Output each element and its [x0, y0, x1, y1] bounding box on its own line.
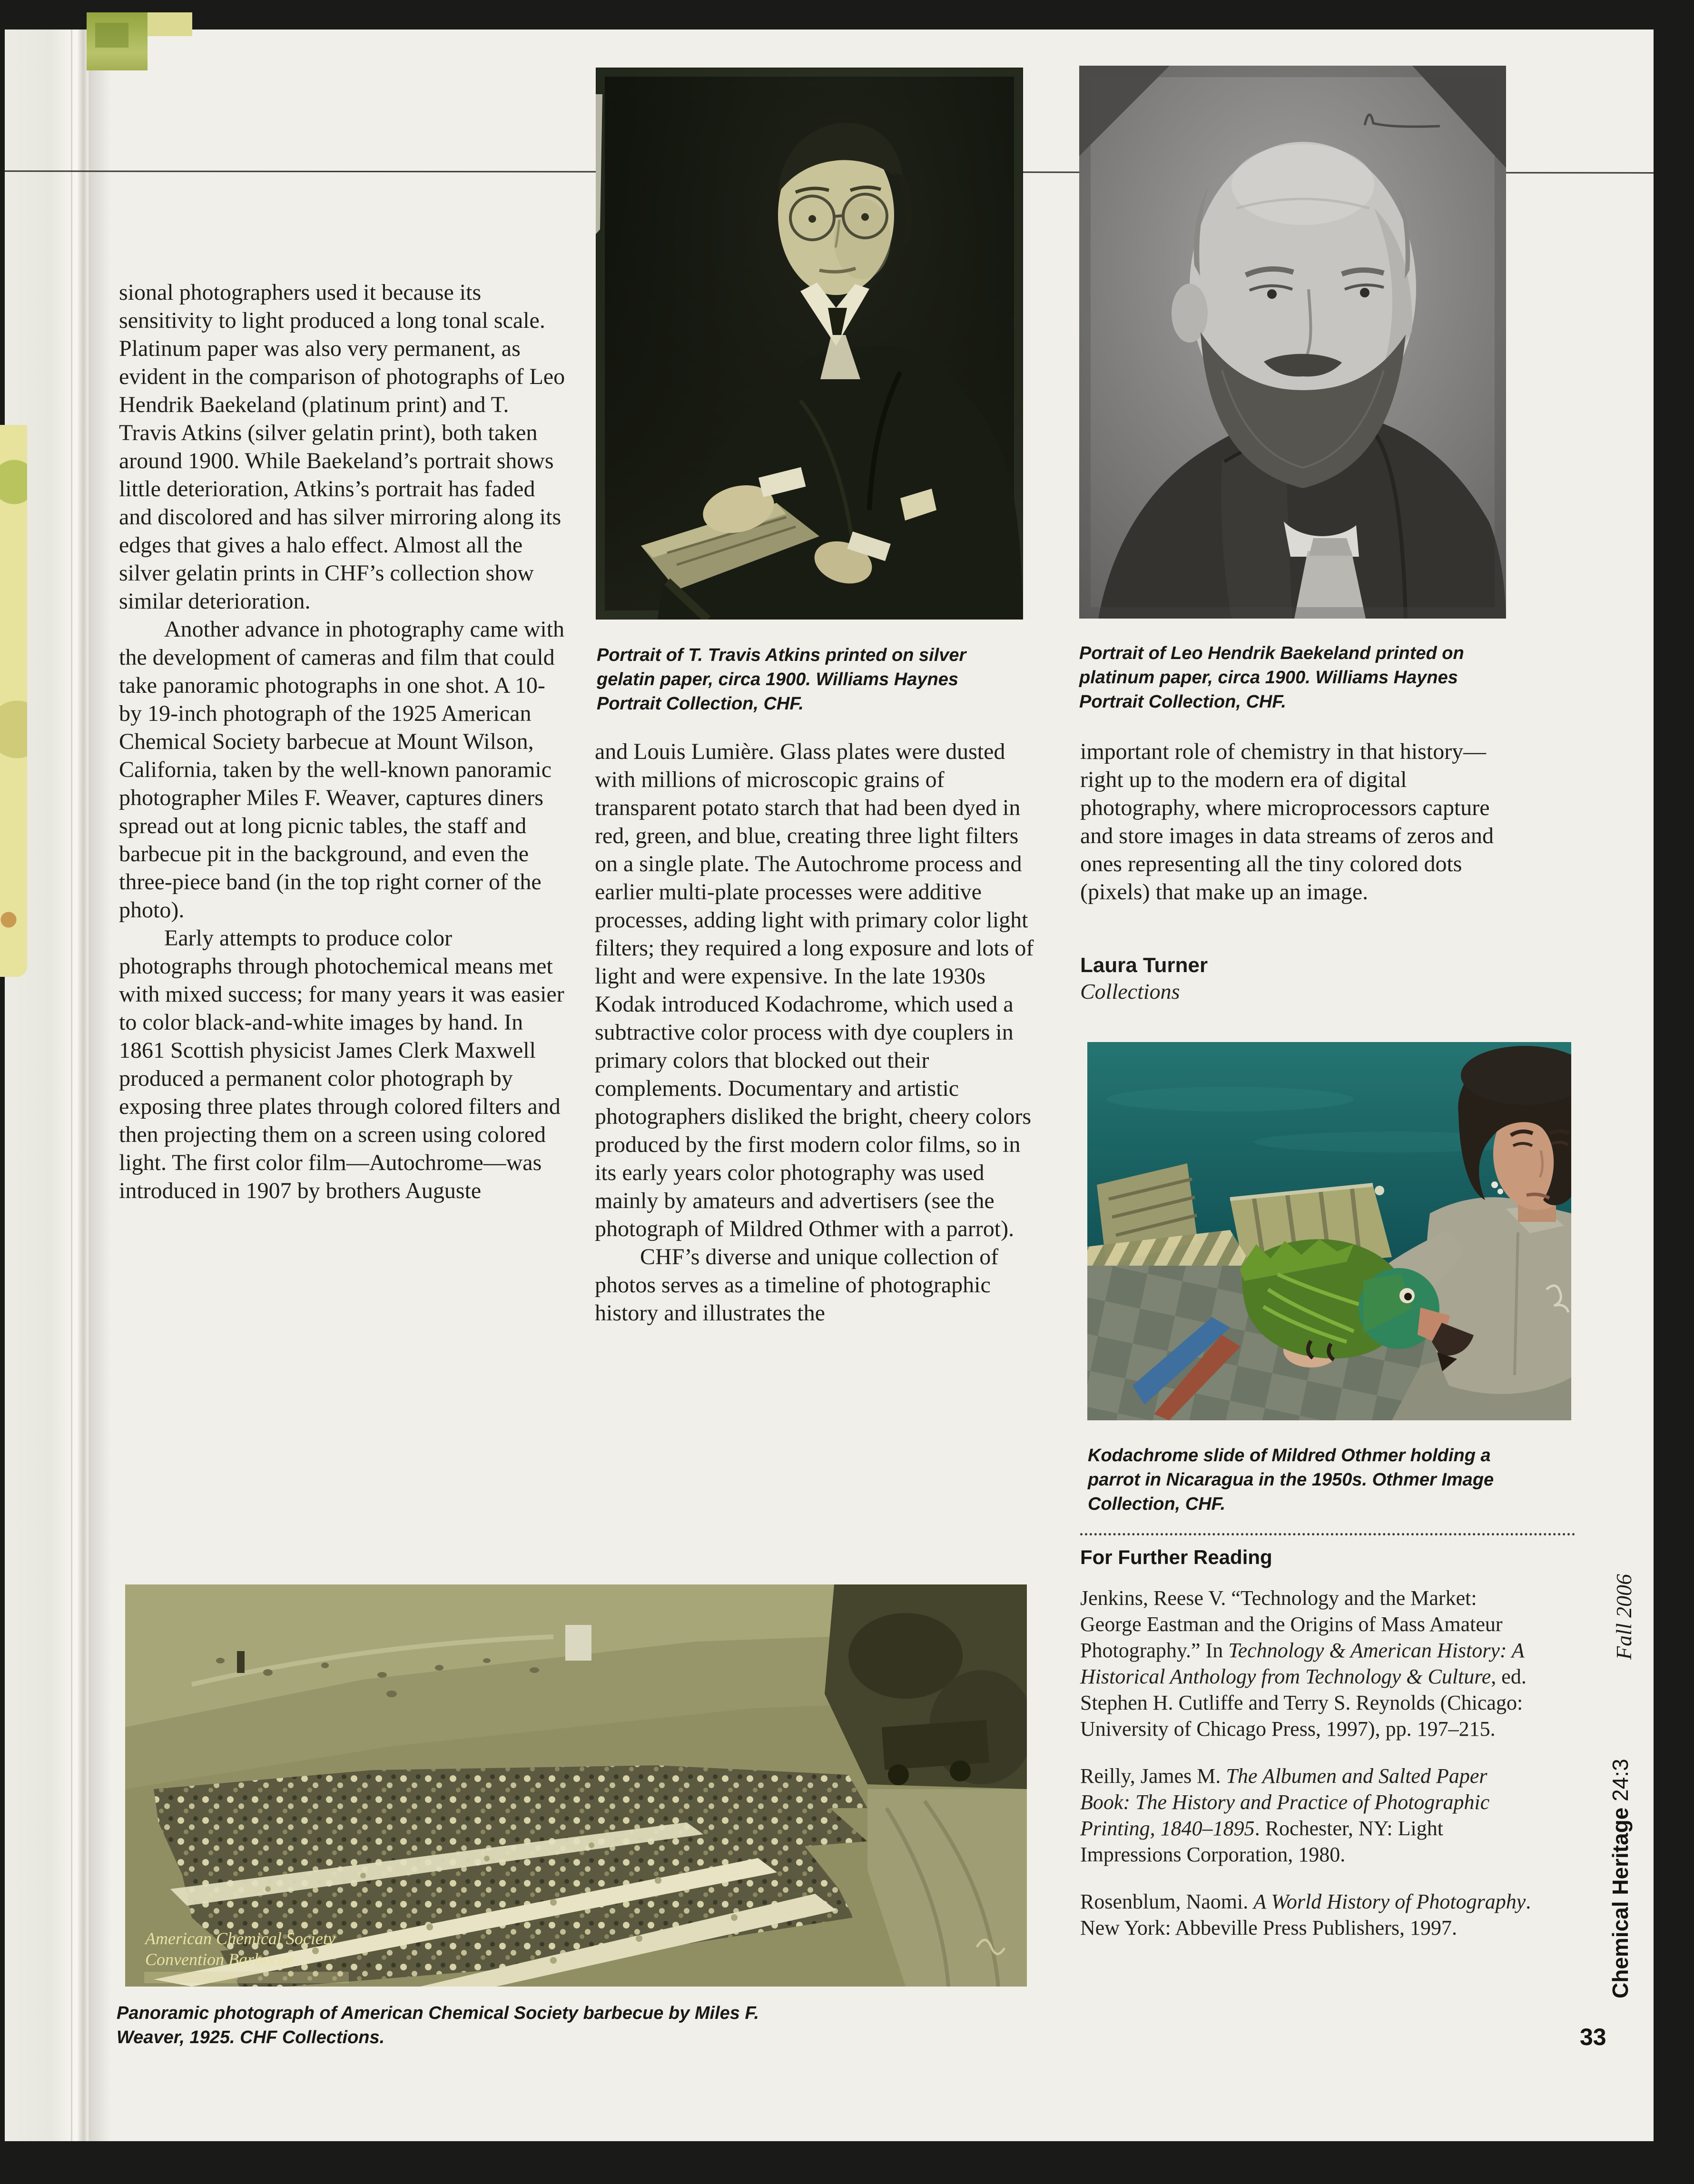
article-column-3 [1080, 738, 1525, 906]
article-column-1 [119, 278, 566, 1205]
paragraph: sional photographers used it because its sensitivity to light produced a long tonal scale. Platinum paper was also very permanent, as evident in the comparison of photographs of Leo Hendrik Baekeland (platinum print) and T. Travis Atkins (silver gelatin print), both taken around 1900. While Baekeland’s portrait shows little deterioration, Atkins’s portrait has faded and discolored and has silver mirroring along its edges that gives a halo effect. Almost all the silver gelatin prints in CHF’s collection show similar deterioration. [119, 280, 565, 614]
paragraph: important role of chemistry in that history—right up to the modern era of digital photography, where microprocessors capture and store images in data streams of zeros and ones representing all the tiny colored dots (pixels) that make up an image. [1080, 739, 1494, 905]
adjacent-page-fragment [0, 425, 27, 977]
adjacent-page-fragment [148, 12, 192, 36]
further-reading-heading: For Further Reading [1080, 1546, 1272, 1568]
page-stack-edges [5, 30, 89, 2141]
article-column-2 [595, 738, 1040, 1327]
reference: Rosenblum, Naomi. A World History of Photography. New York: Abbeville Press Publishers, 1997. [1080, 1890, 1531, 1939]
othmer-kodachrome-photo [1087, 1042, 1571, 1420]
binding-crease [89, 30, 110, 2141]
baekeland-portrait-photo [1079, 66, 1506, 619]
paragraph: CHF’s diverse and unique collection of photos serves as a timeline of photographic history and illustrates the [595, 1244, 999, 1326]
adjacent-page-fragment [87, 12, 148, 70]
reference: Reilly, James M. The Albumen and Salted Paper Book: The History and Practice of Photographic Printing, 1840–1895. Rochester, NY: Light Impressions Corporation, 1980. [1080, 1764, 1490, 1866]
reference: Jenkins, Reese V. “Technology and the Market: George Eastman and the Origins of Mass Amateur Photography.” In Technology & American History: A Historical Anthology from Technology & Culture, ed. Stephen H. Cutliffe and Terry S. Reynolds (Chicago: University of Chicago Press, 1997), pp. 197–215. [1080, 1586, 1527, 1741]
svg-text:American Chemical Society: American Chemical Society [145, 1929, 335, 1948]
atkins-portrait-photo [596, 68, 1023, 620]
caption-panorama: Panoramic photograph of American Chemical Society barbecue by Miles F. Weaver, 1925. CHF Collections. [117, 2003, 759, 2047]
paragraph: and Louis Lumière. Glass plates were dusted with millions of microscopic grains of transparent potato starch that had been dyed in red, green, and blue, creating three light filters on a single plate. The Autochrome process and earlier multi-plate processes were additive processes, adding light with primary color light filters; they required a long exposure and lots of light and were expensive. In the late 1930s Kodak introduced Kodachrome, which used a subtractive color process with dye couplers in primary colors that blocked out their complements. Documentary and artistic photographers disliked the bright, cheery colors produced by the first modern color films, so in its early years color photography was used mainly by amateurs and advertisers (see the photograph of Mildred Othmer with a parrot). [595, 739, 1034, 1241]
caption-baekeland: Portrait of Leo Hendrik Baekeland printed on platinum paper, circa 1900. Williams Haynes Portrait Collection, CHF. [1079, 643, 1464, 712]
journal-name: Chemical Heritage [1608, 1807, 1633, 1998]
byline-role: Collections [1080, 979, 1180, 1003]
paragraph: Early attempts to produce color photographs through photochemical means met with mixed success; for many years it was easier to color black-and-white images by hand. In 1861 Scottish physicist James Clerk Maxwell produced a permanent color photograph by exposing three plates through colored filters and then projecting them on a screen using colored light. The first color film—Autochrome—was introduced in 1907 by brothers Auguste [119, 925, 564, 1203]
journal-volume: 24:3 [1608, 1759, 1633, 1801]
page-number: 33 [1580, 2024, 1606, 2050]
svg-text:Convention Barbecue: Convention Barbecue [145, 1950, 294, 1969]
sidebar-issue-date: Fall 2006 [1612, 1574, 1636, 1660]
acs-barbecue-panorama-photo [125, 1584, 1027, 1987]
caption-othmer: Kodachrome slide of Mildred Othmer holding a parrot in Nicaragua in the 1950s. Othmer Image Collection, CHF. [1088, 1446, 1494, 1514]
byline [1080, 953, 1208, 1005]
byline-author: Laura Turner [1080, 954, 1208, 977]
further-reading-section [1080, 1533, 1575, 1962]
sidebar-journal-title [1607, 1727, 1633, 1998]
caption-atkins: Portrait of T. Travis Atkins printed on silver gelatin paper, circa 1900. Williams Haynes Portrait Collection, CHF. [597, 645, 966, 714]
paragraph: Another advance in photography came with the development of cameras and film that could take panoramic photographs in one shot. A 10- by 19-inch photograph of the 1925 American Chemical Society barbecue at Mount Wilson, California, taken by the well-known panoramic photographer Miles F. Weaver, captures diners spread out at long picnic tables, the staff and barbecue pit in the background, and even the three-piece band (in the top right corner of the photo). [119, 617, 565, 923]
